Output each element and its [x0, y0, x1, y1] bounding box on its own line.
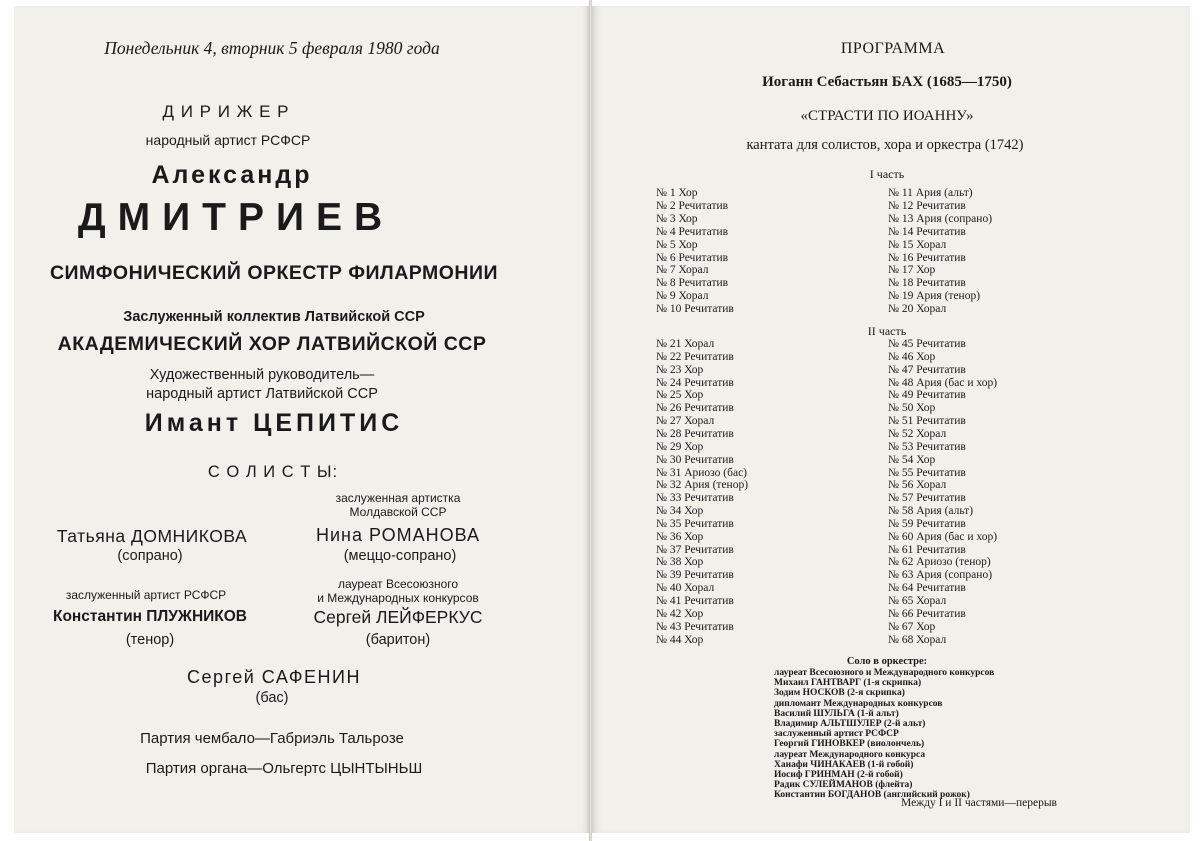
program-item: № 17 Хор — [888, 264, 936, 277]
program-item: № 2 Речитатив — [656, 199, 729, 212]
program-item: № 28 Речитатив — [656, 427, 734, 440]
program-item: № 63 Ария (сопрано) — [888, 569, 993, 582]
composer: Иоганн Себастьян БАХ (1685—1750) — [762, 74, 1012, 90]
program-item: № 5 Хор — [656, 238, 698, 251]
program-item: № 4 Речитатив — [656, 225, 729, 238]
program-item: № 9 Хорал — [656, 290, 709, 303]
program-item: № 45 Речитатив — [888, 338, 966, 350]
program-item: № 58 Ария (альт) — [888, 505, 974, 518]
soloist-title: Молдавской ССР — [349, 505, 447, 519]
harpsichord-part: Партия чембало—Габриэль Тальрозе — [140, 730, 404, 747]
part-2-label: II часть — [867, 324, 907, 338]
choir-honor: Заслуженный коллектив Латвийской ССР — [123, 309, 425, 325]
program-item: № 6 Речитатив — [656, 251, 729, 264]
program-item: № 60 Ария (бас и хор) — [888, 530, 998, 543]
program-item: № 36 Хор — [656, 530, 704, 543]
soloist-title: заслуженный артист РСФСР — [65, 588, 227, 602]
program-item: № 13 Ария (сопрано) — [888, 212, 993, 225]
soloist-title: заслуженная артистка — [335, 491, 461, 505]
program-item: № 37 Речитатив — [656, 543, 734, 556]
solo-line: Радик СУЛЕЙМАНОВ (флейта) — [774, 780, 913, 791]
program-item: № 34 Хор — [656, 505, 704, 518]
program-item: № 29 Хор — [656, 440, 704, 453]
conductor-last-name: ДМИТРИЕВ — [77, 196, 395, 239]
choir-name: АКАДЕМИЧЕСКИЙ ХОР ЛАТВИЙСКОЙ ССР — [57, 333, 487, 355]
work-subtitle: кантата для солистов, хора и оркестра (1742) — [746, 137, 1024, 153]
program-item: № 32 Ария (тенор) — [656, 479, 749, 492]
solo-line: Михаил ГАНТВАРГ (1-я скрипка) — [774, 678, 922, 689]
intermission-note: Между I и II частями—перерыв — [901, 797, 1057, 809]
soloist-voice: (баритон) — [365, 632, 431, 648]
soloist-name: Константин ПЛУЖНИКОВ — [53, 608, 247, 625]
soloist-voice: (сопрано) — [117, 548, 183, 564]
program-item: № 8 Речитатив — [656, 277, 729, 290]
program-item: № 24 Речитатив — [656, 376, 734, 389]
soloist-title: лауреат Всесоюзного — [337, 577, 459, 591]
program-item: № 47 Речитатив — [888, 363, 966, 376]
solo-line: Ханафи ЧИНАКАЕВ (1-й гобой) — [774, 759, 914, 770]
solo-line: лауреат Международного конкурса — [774, 749, 926, 760]
program-item: № 1 Хор — [656, 187, 698, 199]
solo-line: заслуженный артист РСФСР — [774, 729, 899, 740]
program-item: № 46 Хор — [888, 350, 936, 363]
program-item: № 42 Хор — [656, 607, 704, 620]
program-item: № 27 Хорал — [656, 415, 715, 428]
program-item: № 62 Ариозо (тенор) — [888, 556, 991, 569]
page-fold — [589, 0, 592, 841]
program-item: № 22 Речитатив — [656, 350, 734, 363]
program-item: № 20 Хорал — [888, 303, 947, 316]
program-item: № 65 Хорал — [888, 595, 947, 607]
program-item: № 14 Речитатив — [888, 225, 966, 238]
soloists-label: С О Л И С Т Ы: — [207, 463, 339, 481]
soloist-voice: (меццо-сопрано) — [343, 548, 457, 564]
conductor-label: Д И Р И Ж Е Р — [162, 102, 290, 121]
program-item: № 39 Речитатив — [656, 569, 734, 582]
program-item: № 35 Речитатив — [656, 517, 734, 530]
program-item: № 31 Ариозо (бас) — [656, 466, 748, 479]
solo-label: Соло в оркестре: — [846, 656, 928, 667]
program-item: № 66 Речитатив — [888, 607, 966, 620]
program-item: № 12 Речитатив — [888, 199, 966, 212]
program-item: № 68 Хорал — [888, 633, 947, 646]
program-item: № 3 Хор — [656, 212, 698, 225]
program-item: № 18 Речитатив — [888, 277, 966, 290]
conductor-title: народный артист РСФСР — [145, 132, 311, 148]
program-item: № 40 Хорал — [656, 582, 715, 595]
program-item: № 23 Хор — [656, 363, 704, 376]
program-item: № 19 Ария (тенор) — [888, 290, 981, 303]
part-1-label: I часть — [869, 167, 905, 181]
program-item: № 52 Хорал — [888, 427, 947, 440]
director-name: Имант ЦЕПИТИС — [144, 409, 404, 437]
program-item: № 44 Хор — [656, 633, 704, 646]
program-item: № 43 Речитатив — [656, 620, 734, 633]
soloist-name: Сергей ЛЕЙФЕРКУС — [313, 607, 483, 627]
program-item: № 38 Хор — [656, 556, 704, 569]
program-item: № 25 Хор — [656, 389, 704, 402]
program-item: № 7 Хорал — [656, 264, 709, 277]
solo-line: Владимир АЛЬТШУЛЕР (2-й альт) — [774, 719, 926, 729]
organ-part: Партия органа—Ольгертс ЦЫНТЫНЬШ — [145, 760, 423, 777]
program-item: № 30 Речитатив — [656, 453, 734, 466]
program-item: № 10 Речитатив — [656, 303, 734, 316]
program-item: № 11 Ария (альт) — [888, 187, 973, 199]
solo-line: Иосиф ГРИНМАН (2-й гобой) — [774, 770, 903, 780]
program-item: № 61 Речитатив — [888, 543, 966, 556]
program-item: № 26 Речитатив — [656, 402, 734, 415]
soloist-voice: (бас) — [255, 690, 289, 706]
program-item: № 55 Речитатив — [888, 466, 966, 479]
program-item: № 64 Речитатив — [888, 582, 966, 595]
program-item: № 67 Хор — [888, 620, 936, 633]
program-item: № 49 Речитатив — [888, 389, 966, 402]
solo-line: Зодим НОСКОВ (2-я скрипка) — [774, 688, 905, 699]
program-item: № 16 Речитатив — [888, 251, 966, 264]
program-item: № 48 Ария (бас и хор) — [888, 376, 998, 389]
program-item: № 33 Речитатив — [656, 492, 734, 505]
conductor-first-name: Александр — [151, 161, 313, 189]
solo-line: дипломант Международных конкурсов — [774, 698, 943, 709]
solo-line: Георгий ГИНОВКЕР (виолончель) — [774, 739, 925, 750]
concert-date: Понедельник 4, вторник 5 февраля 1980 года — [104, 38, 440, 58]
program-item: № 51 Речитатив — [888, 415, 966, 428]
soloist-title: и Международных конкурсов — [317, 591, 479, 605]
director-line-1: Художественный руководитель— — [149, 367, 375, 383]
solo-line: Василий ШУЛЬГА (1-й альт) — [774, 708, 899, 719]
program-item: № 59 Речитатив — [888, 517, 966, 530]
program-item: № 50 Хор — [888, 402, 936, 415]
soloist-voice: (тенор) — [125, 632, 175, 648]
program-item: № 57 Речитатив — [888, 492, 966, 505]
program-item: № 56 Хорал — [888, 479, 947, 492]
program-item: № 15 Хорал — [888, 238, 947, 251]
program-item: № 54 Хор — [888, 453, 936, 466]
solo-line: Константин БОГДАНОВ (английский рожок) — [774, 790, 970, 801]
director-line-2: народный артист Латвийской ССР — [146, 386, 378, 402]
program-label: ПРОГРАММА — [840, 40, 946, 57]
orchestra-name: СИМФОНИЧЕСКИЙ ОРКЕСТР ФИЛАРМОНИИ — [49, 262, 499, 284]
program-item: № 21 Хорал — [656, 338, 715, 350]
soloist-name: Татьяна ДОМНИКОВА — [56, 526, 248, 546]
work-title: «СТРАСТИ ПО ИОАННУ» — [800, 108, 974, 124]
program-item: № 41 Речитатив — [656, 595, 734, 607]
program-item: № 53 Речитатив — [888, 440, 966, 453]
solo-line: лауреат Всесоюзного и Международного конкурсов — [774, 668, 995, 678]
soloist-name: Сергей САФЕНИН — [187, 667, 361, 687]
soloist-name: Нина РОМАНОВА — [315, 525, 481, 545]
